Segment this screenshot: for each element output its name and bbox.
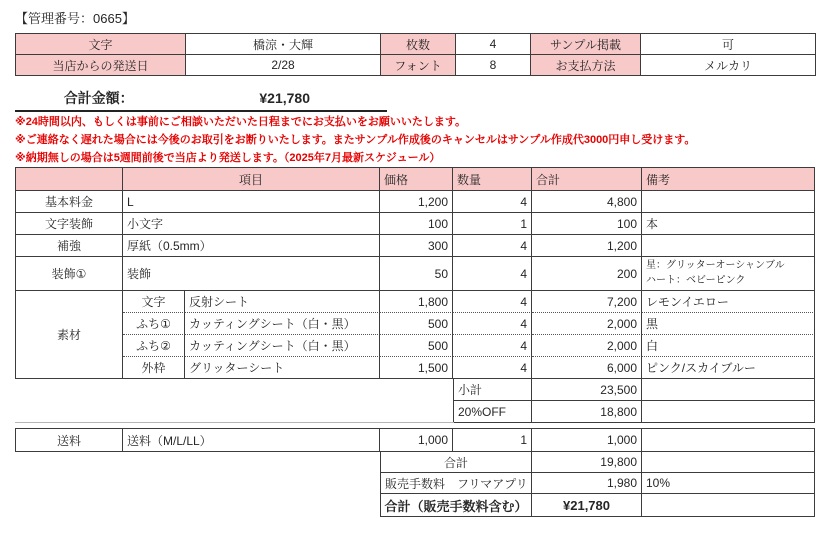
row-cat: 補強 xyxy=(15,235,123,257)
info-value-ship-date: 2/28 xyxy=(186,55,381,76)
row-total: 200 xyxy=(532,257,642,291)
spacer xyxy=(15,473,380,494)
row-price: 1,200 xyxy=(380,191,453,213)
material-note: ピンク/スカイブルー xyxy=(642,357,815,379)
spacer xyxy=(15,452,380,473)
grand-row-note xyxy=(642,494,815,517)
row-note xyxy=(642,257,815,291)
info-label-ship-date: 当店からの発送日 xyxy=(16,55,186,76)
material-note: レモンイエロー xyxy=(642,291,815,313)
total-value: 19,800 xyxy=(532,452,642,473)
ship-qty: 1 xyxy=(453,428,532,452)
ship-item: 送料（M/L/LL） xyxy=(123,428,380,452)
info-label-maisu: 枚数 xyxy=(381,34,456,55)
spacer xyxy=(15,494,380,517)
grand-row-label: 合計（販売手数料含む） xyxy=(380,494,532,517)
header-qty: 数量 xyxy=(453,167,532,191)
material-sub: ふち② xyxy=(123,335,185,357)
ship-note xyxy=(642,428,815,452)
warning-notes xyxy=(15,113,825,167)
material-item: 反射シート xyxy=(185,291,380,313)
warning-note: ※納期無しの場合は5週間前後で当店より発送します。（2025年7月最新スケジュール） xyxy=(15,152,441,164)
material-price: 1,800 xyxy=(380,291,453,313)
ship-cat: 送料 xyxy=(15,428,123,452)
header-corner xyxy=(15,167,123,191)
discount-note xyxy=(642,401,815,423)
warning-note: ※ご連絡なく遅れた場合には今後のお取引をお断りいたします。またサンプル作成後のキャンセルはサンプル作成代3000円申し受けます。 xyxy=(15,134,696,146)
material-item: グリッターシート xyxy=(185,357,380,379)
material-sub: 外枠 xyxy=(123,357,185,379)
total-note xyxy=(642,452,815,473)
spacer xyxy=(15,401,453,423)
row-cat: 装飾① xyxy=(15,257,123,291)
discount-value: 18,800 xyxy=(532,401,642,423)
info-label-sample: サンプル掲載 xyxy=(531,34,641,55)
row-item: 装飾 xyxy=(123,257,380,291)
row-qty: 4 xyxy=(453,235,532,257)
material-sub: 文字 xyxy=(123,291,185,313)
material-price: 1,500 xyxy=(380,357,453,379)
material-note: 白 xyxy=(642,335,815,357)
row-note xyxy=(642,235,815,257)
row-qty: 4 xyxy=(453,191,532,213)
warning-note: ※24時間以内、もしくは事前にご相談いただいた日程までにお支払いをお願いいたします。 xyxy=(15,116,467,128)
material-qty: 4 xyxy=(453,313,532,335)
row-total: 4,800 xyxy=(532,191,642,213)
material-qty: 4 xyxy=(453,291,532,313)
info-label-moji: 文字 xyxy=(16,34,186,55)
ship-total: 1,000 xyxy=(532,428,642,452)
row-note xyxy=(642,191,815,213)
fee-label: 販売手数料 フリマアプリ xyxy=(380,473,532,494)
row-total: 100 xyxy=(532,213,642,235)
note-line: 星：グリッターオーシャンブル xyxy=(646,260,785,271)
grand-row-value: ¥21,780 xyxy=(532,494,642,517)
row-price: 100 xyxy=(380,213,453,235)
discount-label: 20%OFF xyxy=(453,401,532,423)
spacer xyxy=(15,379,453,401)
subtotal-value: 23,500 xyxy=(532,379,642,401)
material-sub: ふち① xyxy=(123,313,185,335)
total-label: 合計 xyxy=(380,452,532,473)
material-qty: 4 xyxy=(453,335,532,357)
material-note: 黒 xyxy=(642,313,815,335)
row-price: 300 xyxy=(380,235,453,257)
row-note: 本 xyxy=(642,213,815,235)
info-value-sample: 可 xyxy=(641,34,816,55)
row-cat: 文字装飾 xyxy=(15,213,123,235)
info-value-font: 8 xyxy=(456,55,531,76)
info-value-name: 橋涼・大輝 xyxy=(186,34,381,55)
main-table xyxy=(15,167,816,423)
subtotal-note xyxy=(642,379,815,401)
row-qty: 4 xyxy=(453,257,532,291)
faint-divider-line xyxy=(15,422,454,423)
fee-value: 1,980 xyxy=(532,473,642,494)
grand-total-label: 合計金額： xyxy=(63,90,134,106)
material-item: カッティングシート（白・黒） xyxy=(185,335,380,357)
row-item: 厚紙（0.5mm） xyxy=(123,235,380,257)
info-value-payment: メルカリ xyxy=(641,55,816,76)
row-item: L xyxy=(123,191,380,213)
row-price: 50 xyxy=(380,257,453,291)
note-line: ハート：ベビーピンク xyxy=(646,274,746,286)
material-group-label: 素材 xyxy=(15,291,123,379)
grand-total-value: ¥21,780 xyxy=(259,90,310,106)
material-item: カッティングシート（白・黒） xyxy=(185,313,380,335)
info-table xyxy=(15,33,816,76)
material-qty: 4 xyxy=(453,357,532,379)
material-total: 6,000 xyxy=(532,357,642,379)
material-price: 500 xyxy=(380,335,453,357)
material-total: 7,200 xyxy=(532,291,642,313)
row-item: 小文字 xyxy=(123,213,380,235)
material-price: 500 xyxy=(380,313,453,335)
header-price: 価格 xyxy=(380,167,453,191)
material-total: 2,000 xyxy=(532,335,642,357)
material-total: 2,000 xyxy=(532,313,642,335)
info-value-maisu: 4 xyxy=(456,34,531,55)
header-note: 備考 xyxy=(642,167,815,191)
row-qty: 1 xyxy=(453,213,532,235)
fee-note: 10% xyxy=(642,473,815,494)
grand-total-headline xyxy=(15,86,387,112)
header-total: 合計 xyxy=(532,167,642,191)
row-total: 1,200 xyxy=(532,235,642,257)
subtotal-label: 小計 xyxy=(453,379,532,401)
header-item: 項目 xyxy=(123,167,380,191)
doc-number: 【管理番号：0665】 xyxy=(15,11,135,26)
ship-price: 1,000 xyxy=(380,428,453,452)
info-label-payment: お支払方法 xyxy=(531,55,641,76)
info-label-font: フォント xyxy=(381,55,456,76)
shipping-table xyxy=(15,428,816,517)
row-cat: 基本料金 xyxy=(15,191,123,213)
